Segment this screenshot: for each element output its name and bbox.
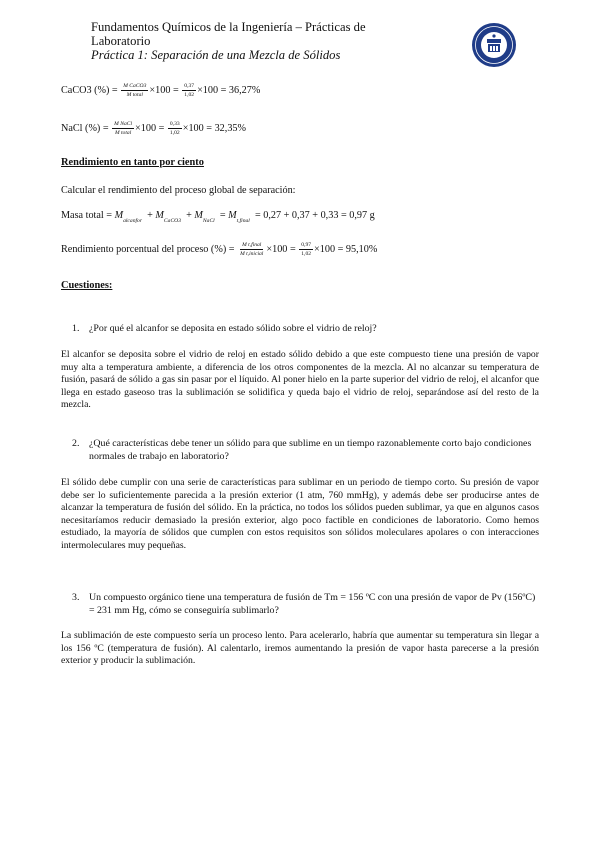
- masa-lhs: Masa total =: [61, 210, 113, 221]
- rend-fraction: [238, 242, 265, 257]
- rend-frac2-den: 1,02: [301, 251, 312, 257]
- masa-m4: M: [228, 210, 237, 221]
- eq-caco3-result: ×100 = 36,27%: [197, 85, 261, 96]
- eq-caco3-times: ×100 =: [149, 85, 179, 96]
- rend-fraction2: [299, 242, 313, 257]
- eq-caco3-fraction2: [182, 83, 196, 98]
- header-subtitle: Práctica 1: Separación de una Mezcla de Sólidos: [91, 48, 341, 62]
- eq-nacl-result: ×100 = 32,35%: [182, 123, 246, 134]
- masa-sub-caco3: CaCO3: [163, 218, 182, 224]
- masa-eq: =: [219, 210, 226, 221]
- question-2-number: 2.: [72, 438, 80, 449]
- eq-nacl-frac-num: M NaCl: [114, 121, 133, 127]
- rend-result: ×100 = 95,10%: [314, 244, 378, 255]
- eq-nacl-fraction2: [168, 121, 182, 136]
- eq-nacl-frac2-den: 1,02: [169, 130, 180, 136]
- eq-caco3-lhs: CaCO3 (%) =: [61, 85, 118, 96]
- document-header: [91, 20, 451, 62]
- rend-frac2-num: 0,97: [301, 242, 312, 248]
- masa-plus1: +: [147, 210, 153, 221]
- question-3: [72, 592, 542, 617]
- masa-sub-nacl: NaCl: [202, 218, 215, 224]
- rendimiento-intro: Calcular el rendimiento del proceso global de separación:: [61, 185, 296, 196]
- masa-m2: M: [155, 210, 164, 221]
- rend-lhs: Rendimiento porcentual del proceso (%) =: [61, 244, 235, 255]
- eq-caco3-frac2-den: 1,02: [184, 92, 195, 98]
- rendimiento-equation: [61, 242, 377, 257]
- equation-caco3: [61, 83, 260, 98]
- rend-times: ×100 =: [266, 244, 296, 255]
- eq-nacl-fraction: [112, 121, 134, 136]
- eq-nacl-times: ×100 =: [135, 123, 165, 134]
- masa-m1: M: [114, 210, 124, 221]
- answer-2: El sólido debe cumplir con una serie de características para sublimar en un periodo de tiempo corto. Su presión de vapor debe ser lo suficientemente parecida a la presión exterior (1 atm, 760 mmHg), y además debe ser producirse antes de alcanzar la temperatura de fusión del sólido. En la práctica, no todos los sólidos pueden sublimar, ya que en algunos casos necesitaríamos reducir demasiado la presión exterior, algo poco factible en condiciones de laboratorio. Como hemos estudiado, la mayoría de sólidos que cumplen con estos requisitos son sólidos moleculares apolares o con interacciones intermoleculares muy pequeñas.: [61, 477, 539, 551]
- masa-sub-alcanfor: alcanfor: [123, 218, 143, 224]
- question-2-text: ¿Qué características debe tener un sólido para que sublime en un tiempo razonablemente corto bajo condiciones normales de trabajo en laboratorio?: [89, 438, 532, 462]
- eq-caco3-frac-den: M total: [126, 92, 143, 98]
- rend-frac-num: M t,final: [242, 242, 262, 248]
- question-3-number: 3.: [72, 592, 80, 603]
- eq-caco3-frac2-num: 0,37: [184, 83, 195, 89]
- eq-nacl-lhs: NaCl (%) =: [61, 123, 109, 134]
- masa-plus2: +: [186, 210, 192, 221]
- question-1-number: 1.: [72, 323, 80, 334]
- eq-caco3-fraction: [121, 83, 148, 98]
- header-title-line1: Fundamentos Químicos de la Ingeniería – Prácticas de: [91, 20, 366, 34]
- answer-3: La sublimación de este compuesto sería un proceso lento. Para acelerarlo, habría que aumentar su temperatura sin llegar a los 156 ºC (temperatura de fusión). Al calentarlo, iremos aumentando la presión de vapor hasta parecerse a la presión exterior y producir la sublimación.: [61, 630, 539, 666]
- masa-rhs: = 0,27 + 0,37 + 0,33 = 0,97 g: [254, 210, 375, 221]
- question-1-text: ¿Por qué el alcanfor se deposita en estado sólido sobre el vidrio de reloj?: [89, 323, 377, 334]
- masa-total-equation: [61, 210, 375, 224]
- rendimiento-heading: Rendimiento en tanto por ciento: [61, 157, 204, 168]
- question-2: [72, 438, 542, 463]
- rend-frac-den: M t,inicial: [240, 251, 264, 257]
- answer-1: El alcanfor se deposita sobre el vidrio de reloj en estado sólido debido a que este compuesto tiene una presión de vapor muy alta a temperatura ambiente, a diferencia de los otros componentes de la mezcla. Al no alcanzar su temperatura de fusión, pasará de sólido a gas sin pasar por el líquido. Al poner hielo en la parte superior del vidrio de reloj, el alcanfor que llega en estado gaseoso tras la sublimación se solidifica y queda bajo el vidrio de reloj, separándose así del resto de la mezcla.: [61, 349, 539, 410]
- question-3-text: Un compuesto orgánico tiene una temperatura de fusión de Tm = 156 ºC con una presión de vapor de Pv (156ºC) = 231 mm Hg, cómo se conseguiría sublimarlo?: [89, 592, 536, 616]
- university-seal-icon: [471, 22, 517, 68]
- header-title-line2: Laboratorio: [91, 34, 151, 48]
- masa-m3: M: [194, 210, 203, 221]
- eq-caco3-frac-num: M CaCO3: [123, 83, 147, 89]
- masa-sub-tfinal: t,final: [236, 218, 250, 224]
- eq-nacl-frac-den: M total: [114, 130, 132, 136]
- cuestiones-heading: Cuestiones:: [61, 280, 113, 291]
- question-1: [72, 323, 542, 336]
- eq-nacl-frac2-num: 0,33: [169, 121, 180, 127]
- equation-nacl: [61, 121, 246, 136]
